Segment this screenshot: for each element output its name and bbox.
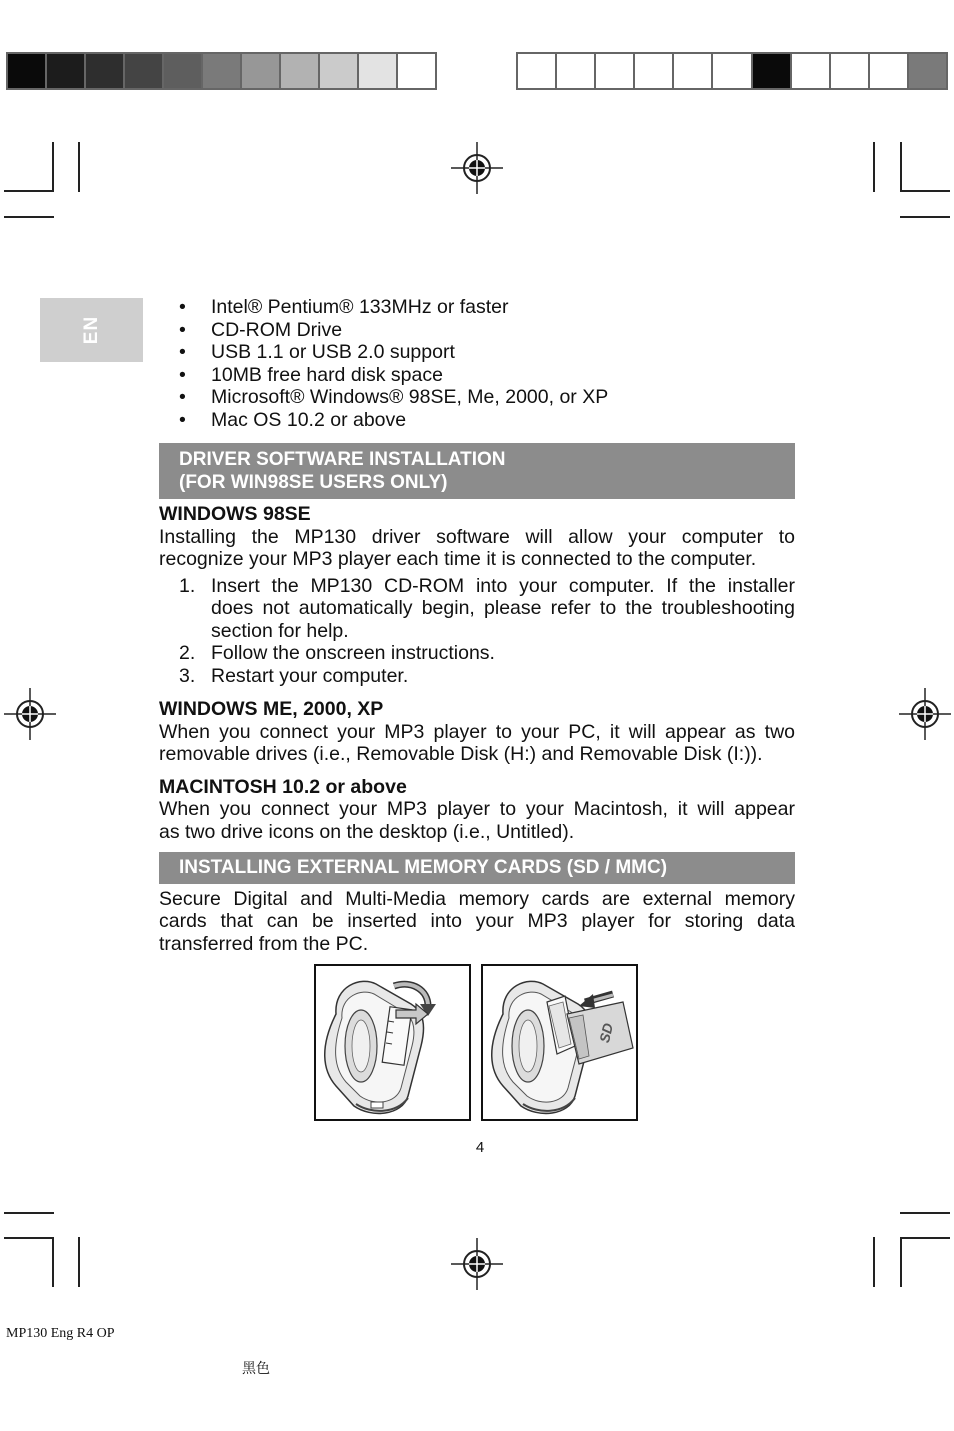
crop-mark [4, 190, 54, 192]
calibration-swatch [792, 54, 831, 88]
registration-mark-icon [451, 1238, 503, 1290]
section-heading-memory-cards: INSTALLING EXTERNAL MEMORY CARDS (SD / MMC) [159, 852, 795, 884]
crop-mark [900, 190, 950, 192]
calibration-swatch [47, 54, 86, 88]
crop-mark [900, 216, 950, 218]
calibration-swatch [359, 54, 398, 88]
calibration-swatch [713, 54, 752, 88]
paragraph-windows-me: When you connect your MP3 player to your PC, it will appear as two removable drives (i.e., Removable Disk (H:) and Removable Disk (I:)). [159, 720, 795, 765]
list-item: • Microsoft® Windows® 98SE, Me, 2000, or XP [179, 386, 609, 408]
crop-mark [78, 142, 80, 192]
player-open-cover-illustration [316, 966, 469, 1119]
subheading-macintosh: MACINTOSH 10.2 or above [159, 775, 407, 798]
list-item: • 10MB free hard disk space [179, 363, 443, 386]
subheading-windows-me: WINDOWS ME, 2000, XP [159, 698, 384, 720]
subheading-windows-98se: WINDOWS 98SE [159, 503, 311, 525]
crop-mark [52, 1237, 54, 1287]
figure-insert-memory-card [481, 964, 638, 1121]
sd-card-logo: SD [596, 1021, 617, 1045]
crop-mark [4, 1237, 54, 1239]
calibration-swatch [753, 54, 792, 88]
list-item: 1. Insert the MP130 CD-ROM into your computer. If the installer does not automatically begin, please refer to the troubleshooting section for help. [179, 574, 795, 642]
registration-mark-icon [899, 688, 951, 740]
registration-mark-icon [4, 688, 56, 740]
language-tab [40, 298, 143, 362]
calibration-swatch [8, 54, 47, 88]
crop-mark [873, 1237, 875, 1287]
calibration-swatch [518, 54, 557, 88]
player-insert-card-illustration [483, 966, 636, 1119]
color-calibration-bar-right [516, 52, 948, 90]
calibration-swatch [596, 54, 635, 88]
calibration-swatch [281, 54, 320, 88]
calibration-swatch [125, 54, 164, 88]
list-item: • Mac OS 10.2 or above [179, 408, 407, 431]
list-item: • Intel® Pentium® 133MHz or faster [179, 296, 509, 318]
section-heading-driver-installation: DRIVER SOFTWARE INSTALLATION (FOR WIN98SE USERS ONLY) [159, 443, 795, 499]
calibration-swatch [635, 54, 674, 88]
footer-color-note: 黑色 [242, 1361, 270, 1377]
page-content [159, 296, 795, 955]
crop-mark [4, 216, 54, 218]
footer-file-label: MP130 Eng R4 OP [6, 1326, 115, 1341]
paragraph-windows-98se: Installing the MP130 driver software will allow your computer to recognize your MP3 player each time it is connected to the computer. [159, 525, 795, 570]
calibration-swatch [164, 54, 203, 88]
list-item: • USB 1.1 or USB 2.0 support [179, 341, 455, 363]
list-item: 3. Restart your computer. [179, 664, 409, 687]
crop-mark [900, 1237, 950, 1239]
crop-mark [4, 1212, 54, 1214]
list-item: 2. Follow the onscreen instructions. [179, 642, 495, 664]
registration-mark-icon [451, 142, 503, 194]
installation-steps-list [159, 575, 795, 688]
calibration-swatch [909, 54, 946, 88]
calibration-swatch [86, 54, 125, 88]
page-number: 4 [475, 1139, 485, 1156]
language-tab-label: EN [80, 315, 102, 345]
calibration-swatch [398, 54, 435, 88]
crop-mark [52, 142, 54, 192]
calibration-swatch [242, 54, 281, 88]
crop-mark [78, 1237, 80, 1287]
calibration-swatch [203, 54, 242, 88]
crop-mark [873, 142, 875, 192]
color-calibration-bar-left [6, 52, 437, 90]
list-item: • CD-ROM Drive [179, 318, 343, 341]
figure-open-card-slot [314, 964, 471, 1121]
crop-mark [900, 142, 902, 192]
calibration-swatch [320, 54, 359, 88]
system-requirements-list [159, 296, 795, 431]
calibration-swatch [557, 54, 596, 88]
calibration-swatch [674, 54, 713, 88]
crop-mark [900, 1237, 902, 1287]
paragraph-macintosh: When you connect your MP3 player to your Macintosh, it will appear as two drive icons on the desktop (i.e., Untitled). [159, 798, 795, 843]
calibration-swatch [870, 54, 909, 88]
crop-mark [900, 1212, 950, 1214]
calibration-swatch [831, 54, 870, 88]
paragraph-memory-cards: Secure Digital and Multi-Media memory cards are external memory cards that can be inserted into your MP3 player for storing data transferred from the PC. [159, 887, 795, 955]
